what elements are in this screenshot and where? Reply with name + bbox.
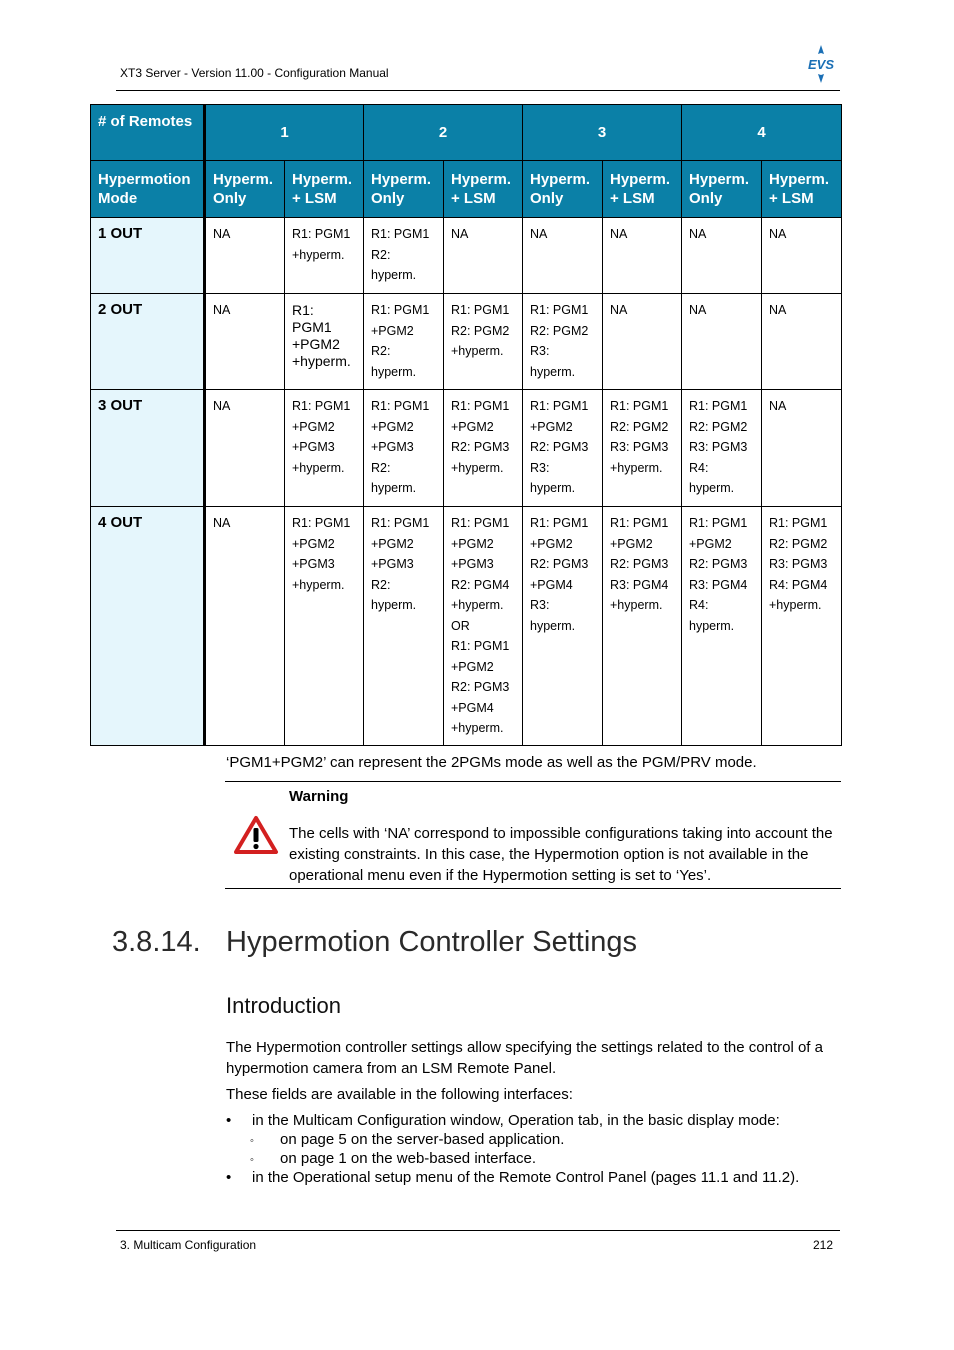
cell-line: R2: PGM3 <box>530 557 589 571</box>
cell-line: R1: PGM1 <box>371 303 430 317</box>
mode-column-header: Hyperm. + LSM <box>444 161 523 218</box>
table-note: ‘PGM1+PGM2’ can represent the 2PGMs mode as well as the PGM/PRV mode. <box>226 754 757 771</box>
cell-line: +hyperm. <box>610 598 663 612</box>
cell-line: +hyperm. <box>292 577 345 592</box>
cell-line: PGM1 <box>292 319 332 335</box>
cell-line: NA <box>769 303 787 317</box>
cell-line: R3: PGM3 <box>769 557 828 571</box>
cell-line: hyperm. <box>371 268 417 282</box>
cell-line: R3: PGM4 <box>689 577 748 592</box>
cell-line: hyperm. <box>371 598 417 612</box>
cell-line: hyperm. <box>371 481 417 495</box>
cell-line: +PGM2 <box>451 419 494 434</box>
table-cell <box>523 294 603 390</box>
mode-column-header: Hyperm. Only <box>364 161 444 218</box>
table-cell <box>682 507 762 746</box>
mode-column-header: Hyperm. + LSM <box>603 161 682 218</box>
table-cell <box>603 390 682 507</box>
cell-line: R2: PGM2 <box>451 323 510 338</box>
cell-line: R1: <box>292 302 314 318</box>
warning-triangle-icon <box>233 815 279 855</box>
cell-line: NA <box>213 303 231 317</box>
cell-line: R2: <box>371 460 391 475</box>
table-cell <box>205 218 285 294</box>
section-heading <box>112 926 637 959</box>
cell-line: R1: PGM1 <box>292 516 351 530</box>
cell-line: +hyperm. <box>292 353 351 369</box>
cell-line: R2: PGM2 <box>610 419 669 434</box>
cell-line: R1: PGM1 <box>451 639 510 653</box>
list-item <box>226 1168 799 1187</box>
cell-line: R3: <box>530 344 550 358</box>
sub-bullet-text: on page 5 on the server-based application. <box>280 1131 565 1148</box>
cell-line: +PGM4 <box>451 700 494 715</box>
cell-line: NA <box>610 303 628 317</box>
intro-paragraph: The Hypermotion controller settings allow specifying the settings related to the control of a hypermotion camera from an LSM Remote Panel. <box>226 1039 823 1077</box>
cell-line: R1: PGM1 <box>292 227 351 241</box>
table-cell <box>285 218 364 294</box>
cell-line: +PGM2 <box>292 336 340 352</box>
cell-line: R4: <box>689 598 709 612</box>
sub-list-item <box>250 1130 564 1151</box>
table-cell <box>523 507 603 746</box>
row-header: 3 OUT <box>91 390 205 507</box>
table-cell <box>603 507 682 746</box>
cell-line: R1: PGM1 <box>371 516 430 530</box>
cell-line: hyperm. <box>371 364 417 379</box>
bullet-marker: • <box>226 1112 232 1129</box>
interfaces-paragraph: These fields are available in the following interfaces: <box>226 1086 573 1103</box>
mode-column-header: Hyperm. Only <box>523 161 603 218</box>
cell-line: R4: PGM4 <box>769 577 828 592</box>
cell-line: +hyperm. <box>292 247 345 262</box>
table-cell <box>285 390 364 507</box>
hypermotion-config-table <box>90 104 842 746</box>
cell-line: R1: PGM1 <box>610 516 669 530</box>
mode-column-header: Hyperm. + LSM <box>285 161 364 218</box>
row-header: 1 OUT <box>91 218 205 294</box>
list-item <box>226 1111 780 1130</box>
table-cell <box>444 294 523 390</box>
cell-line: R1: PGM1 <box>689 516 748 530</box>
cell-line: R3: PGM3 <box>610 440 669 454</box>
cell-line: R3: <box>530 598 550 612</box>
cell-line: +PGM4 <box>530 577 573 592</box>
table-cell <box>682 218 762 294</box>
cell-line: R2: <box>371 344 391 358</box>
bullet-text: in the Operational setup menu of the Remote Control Panel (pages 11.1 and 11.2). <box>252 1169 800 1186</box>
cell-line: R2: PGM3 <box>530 440 589 454</box>
cell-line: NA <box>213 399 231 413</box>
evs-logo-icon <box>805 45 837 83</box>
table-cell <box>762 507 842 746</box>
warning-box <box>225 781 841 889</box>
cell-line: +hyperm. <box>610 460 663 475</box>
table-cell <box>682 390 762 507</box>
cell-line: +PGM2 <box>530 536 573 551</box>
mode-column-header: Hyperm. Only <box>682 161 762 218</box>
table-row <box>91 294 842 390</box>
table-row <box>91 218 842 294</box>
cell-line: R2: PGM3 <box>451 680 510 694</box>
cell-line: +PGM2 <box>610 536 653 551</box>
cell-line: NA <box>769 399 787 413</box>
cell-line: NA <box>769 227 787 241</box>
table-cell <box>364 218 444 294</box>
table-cell <box>444 218 523 294</box>
cell-line: R3: <box>530 460 550 475</box>
table-row <box>91 507 842 746</box>
corner-header: # of Remotes <box>91 105 205 161</box>
cell-line: +PGM2 <box>451 659 494 674</box>
cell-line: +PGM2 <box>292 536 335 551</box>
table-cell <box>762 218 842 294</box>
warning-title: Warning <box>289 788 349 805</box>
cell-line: +PGM2 <box>530 419 573 434</box>
cell-line: R3: PGM4 <box>610 577 669 592</box>
cell-line: R1: PGM1 <box>610 399 669 413</box>
cell-line: +PGM2 <box>451 536 494 551</box>
cell-line: NA <box>213 227 231 241</box>
page-number: 212 <box>812 1238 833 1252</box>
mode-column-header: Hyperm. + LSM <box>762 161 842 218</box>
cell-line: R1: PGM1 <box>451 303 510 317</box>
cell-line: R1: PGM1 <box>371 399 430 413</box>
bullet-text: in the Multicam Configuration window, Operation tab, in the basic display mode: <box>252 1112 780 1129</box>
cell-line: R2: <box>371 577 391 592</box>
cell-line: NA <box>689 303 707 317</box>
table-cell <box>364 294 444 390</box>
cell-line: R2: PGM2 <box>689 419 748 434</box>
table-cell <box>523 390 603 507</box>
cell-line: R1: PGM1 <box>530 399 589 413</box>
table-cell <box>364 390 444 507</box>
mode-column-header: Hyperm. Only <box>205 161 285 218</box>
subsection-heading: Introduction <box>226 993 341 1018</box>
cell-line: NA <box>610 227 628 241</box>
table-cell <box>205 294 285 390</box>
cell-line: +PGM3 <box>292 557 335 571</box>
cell-line: +PGM3 <box>371 557 414 571</box>
table-cell <box>762 390 842 507</box>
row-header: 4 OUT <box>91 507 205 746</box>
bullet-marker: • <box>226 1169 232 1186</box>
table-row <box>91 390 842 507</box>
cell-line: +PGM2 <box>371 536 414 551</box>
table-cell <box>603 218 682 294</box>
cell-line: +hyperm. <box>451 460 504 475</box>
cell-line: R2: PGM4 <box>451 577 510 592</box>
cell-line: R1: PGM1 <box>292 399 351 413</box>
cell-line: hyperm. <box>689 618 735 633</box>
cell-line: +hyperm. <box>292 460 345 475</box>
cell-line: +PGM2 <box>689 536 732 551</box>
cell-line: +PGM3 <box>371 440 414 454</box>
table-cell <box>444 507 523 746</box>
warning-text: The cells with ‘NA’ correspond to impossible configurations taking into account the existing constraints. In this case, the Hypermotion option is not available in the operational menu even if the Hypermotion setting is set to ‘Yes’. <box>289 825 833 884</box>
cell-line: +hyperm. <box>769 598 822 612</box>
section-number: 3.8.14. <box>112 926 201 958</box>
sub-list-item <box>250 1149 536 1170</box>
table-cell <box>205 390 285 507</box>
footer-rule <box>116 1230 840 1231</box>
cell-line: +PGM2 <box>371 323 414 338</box>
cell-line: R1: PGM1 <box>769 516 828 530</box>
cell-line: NA <box>530 227 548 241</box>
sub-bullet-marker: ◦ <box>250 1135 254 1147</box>
cell-line: R1: PGM1 <box>530 516 589 530</box>
cell-line: OR <box>451 618 470 633</box>
cell-line: R1: PGM1 <box>371 227 430 241</box>
section-title: Hypermotion Controller Settings <box>226 926 638 958</box>
document-header-title: XT3 Server - Version 11.00 - Configuration Manual <box>120 66 389 80</box>
cell-line: +PGM3 <box>292 440 335 454</box>
sub-bullet-marker: ◦ <box>250 1154 254 1166</box>
table-cell <box>285 507 364 746</box>
header-rule <box>116 90 840 91</box>
table-cell <box>364 507 444 746</box>
row-header: 2 OUT <box>91 294 205 390</box>
cell-line: R3: PGM3 <box>689 440 748 454</box>
table-cell <box>285 294 364 390</box>
cell-line: +hyperm. <box>451 598 504 612</box>
remote-count-header: 2 <box>364 105 523 161</box>
cell-line: hyperm. <box>530 364 576 379</box>
cell-line: +hyperm. <box>451 721 504 735</box>
table-cell <box>682 294 762 390</box>
cell-line: R2: <box>371 247 391 262</box>
table-cell <box>205 507 285 746</box>
cell-line: hyperm. <box>530 618 576 633</box>
cell-line: R2: PGM2 <box>530 323 589 338</box>
table-cell <box>762 294 842 390</box>
cell-line: +PGM3 <box>451 557 494 571</box>
table-cell <box>523 218 603 294</box>
remote-count-header: 4 <box>682 105 842 161</box>
cell-line: R1: PGM1 <box>689 399 748 413</box>
table-cell <box>444 390 523 507</box>
cell-line: R4: <box>689 460 709 475</box>
cell-line: R1: PGM1 <box>451 399 510 413</box>
cell-line: R2: PGM3 <box>610 557 669 571</box>
cell-line: hyperm. <box>689 481 735 495</box>
cell-line: R1: PGM1 <box>530 303 589 317</box>
cell-line: R2: PGM2 <box>769 536 828 551</box>
cell-line: R1: PGM1 <box>451 516 510 530</box>
footer-chapter: 3. Multicam Configuration <box>120 1238 257 1252</box>
sub-bullet-text: on page 1 on the web-based interface. <box>280 1150 537 1167</box>
cell-line: R2: PGM3 <box>451 440 510 454</box>
cell-line: +PGM2 <box>292 419 335 434</box>
cell-line: +hyperm. <box>451 344 504 358</box>
cell-line: NA <box>689 227 707 241</box>
svg-text:EVS: EVS <box>807 57 835 72</box>
cell-line: hyperm. <box>530 481 576 495</box>
remote-count-header: 3 <box>523 105 682 161</box>
cell-line: NA <box>213 516 231 530</box>
cell-line: NA <box>451 227 469 241</box>
table-cell <box>603 294 682 390</box>
cell-line: +PGM2 <box>371 419 414 434</box>
cell-line: R2: PGM3 <box>689 557 748 571</box>
mode-header: Hypermotion Mode <box>91 161 205 218</box>
remote-count-header: 1 <box>205 105 364 161</box>
